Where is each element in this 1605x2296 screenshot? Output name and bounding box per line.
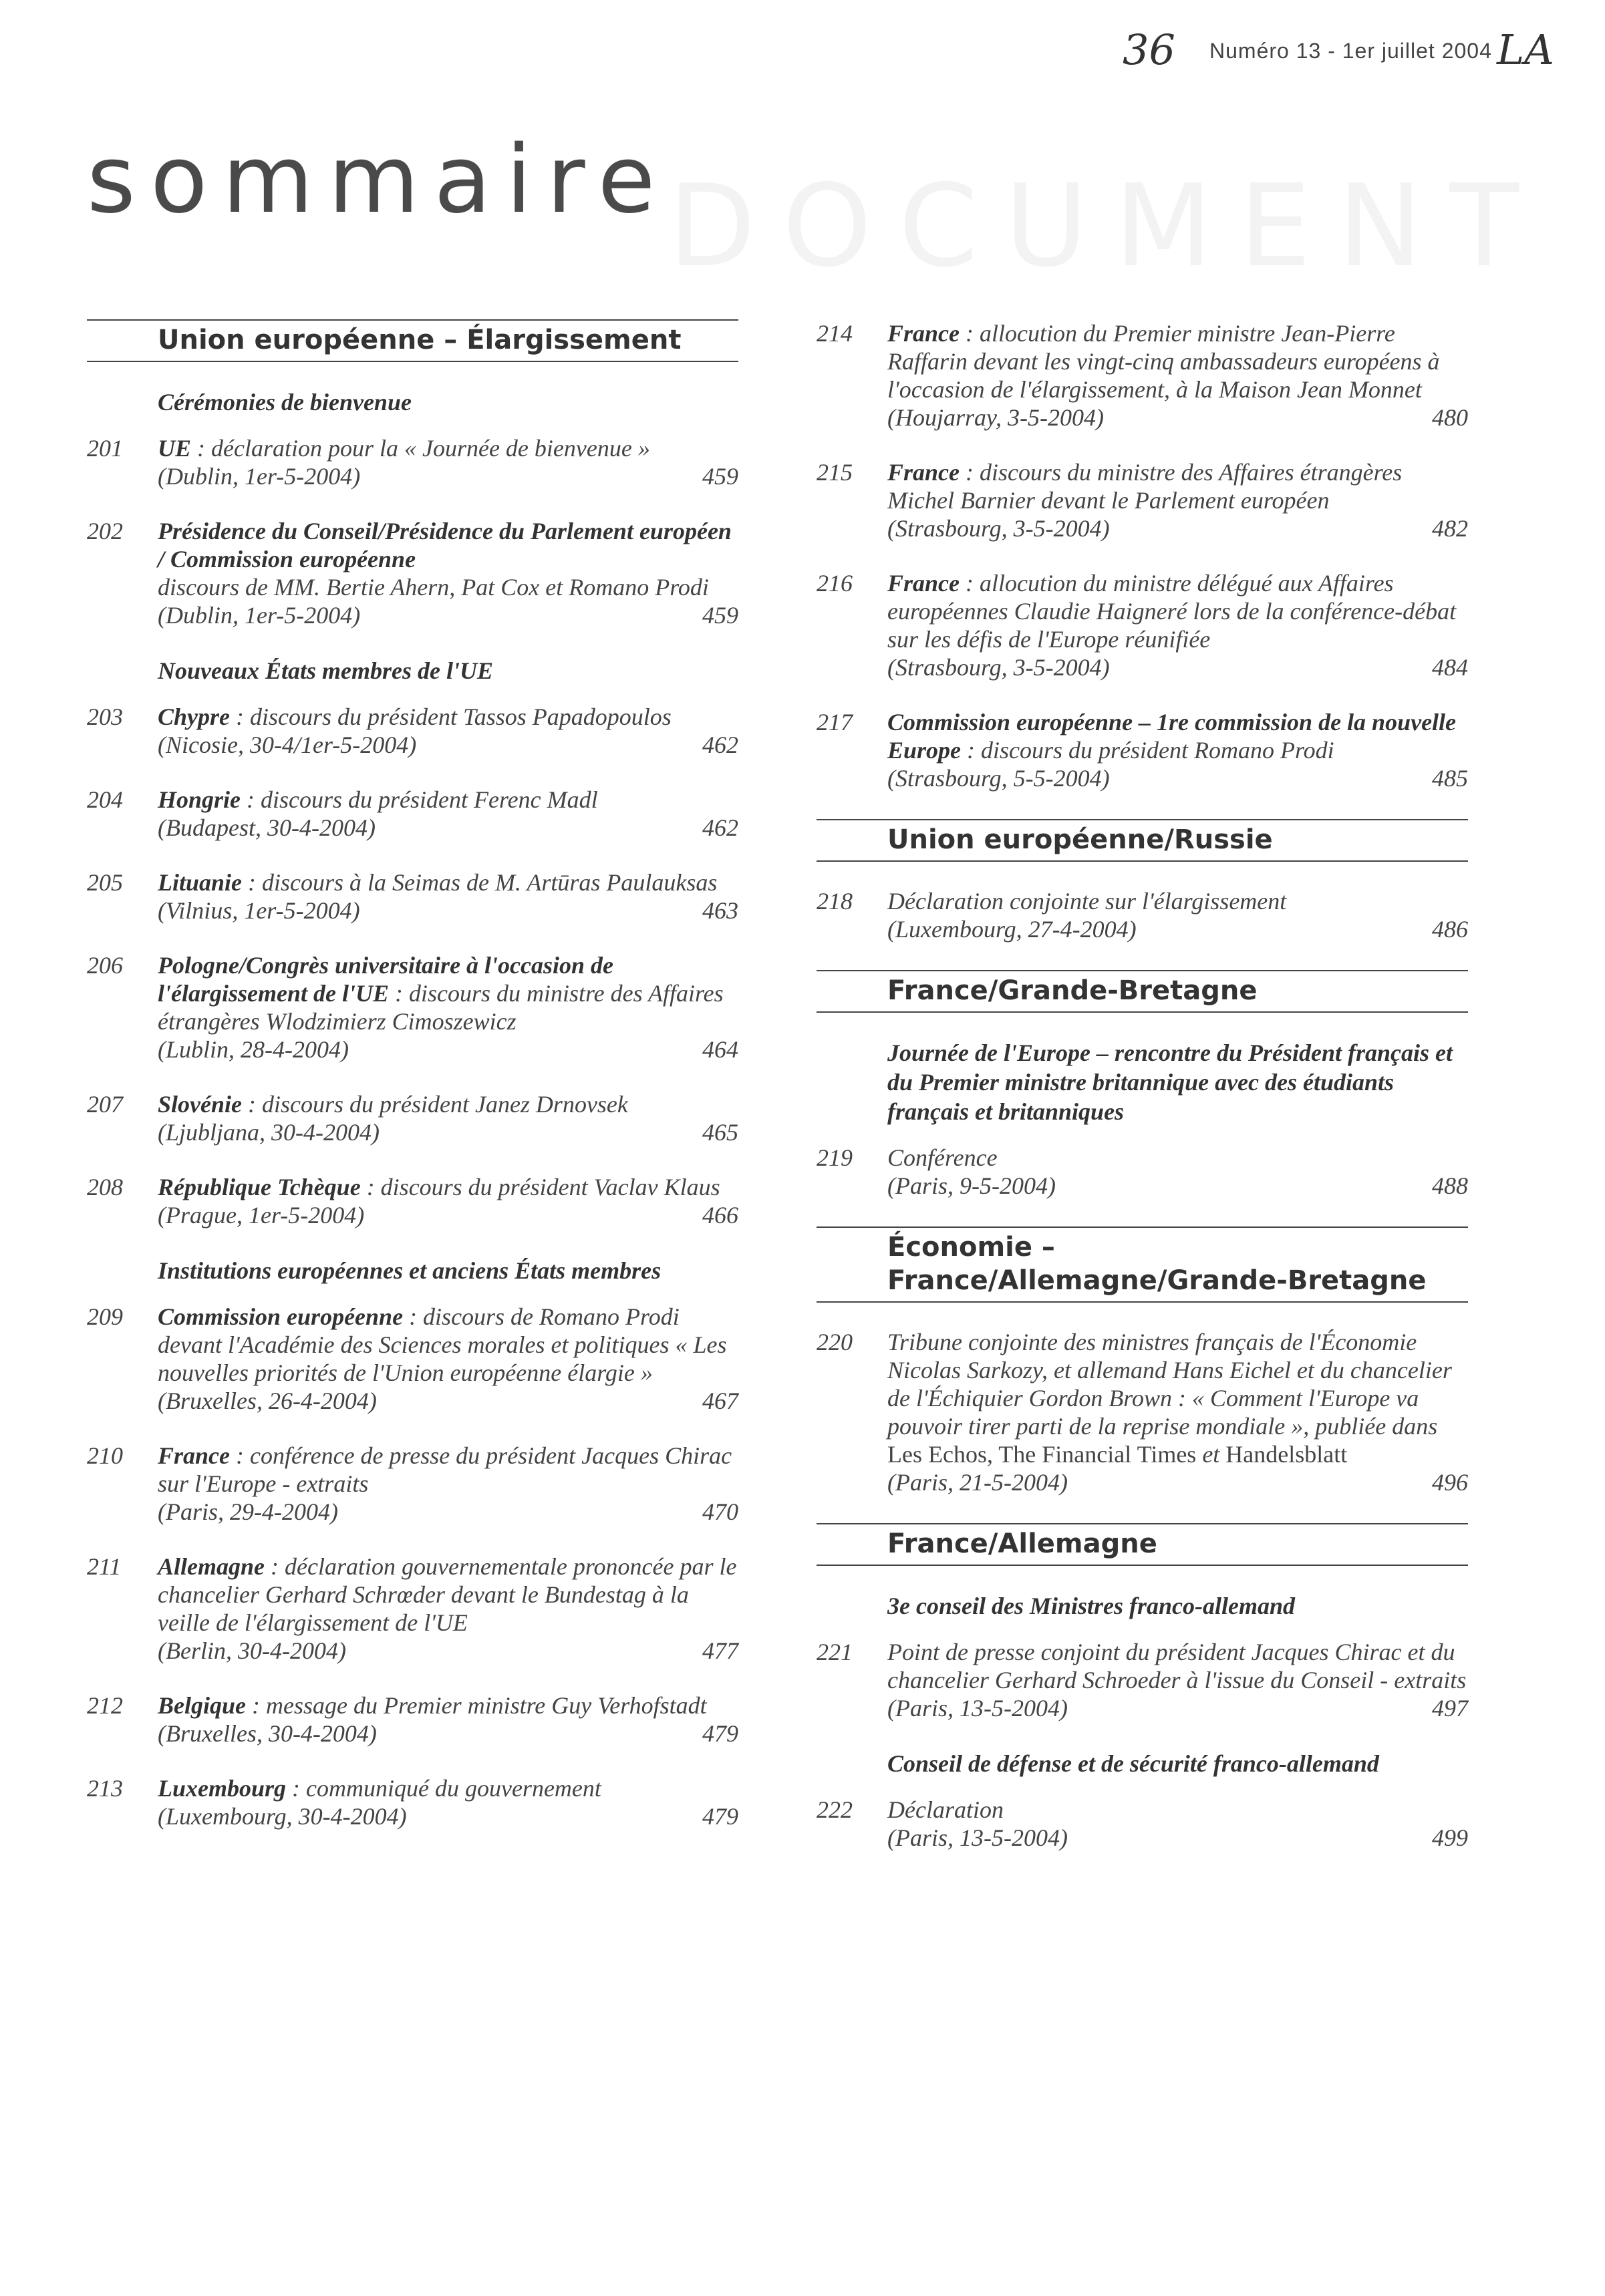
entry-page: 479	[702, 1720, 738, 1747]
entry-text: discours de MM. Bertie Ahern, Pat Cox et Romano Prodi	[158, 574, 709, 601]
entry-number: 202	[87, 518, 123, 544]
section-heading-line: France/Allemagne/Grande-Bretagne	[887, 1265, 1427, 1296]
entry-page: 462	[702, 731, 738, 758]
entry-keyword: France	[887, 320, 960, 347]
entry-number: 216	[817, 570, 853, 597]
entry-number: 214	[817, 320, 853, 347]
entry-keyword: France	[158, 1442, 230, 1469]
entry-page: 463	[702, 897, 738, 924]
entry-number: 217	[817, 709, 853, 735]
entry-number: 215	[817, 459, 853, 486]
entry-text: Tribune conjointe des ministres français de l'Économie Nicolas Sarkozy, et allemand Hans Eichel et du chancelier de l'Échiquier Gordon Brown : « Comment l'Europe va pouvoir tirer parti de la reprise mondiale », publiée dans	[887, 1329, 1452, 1440]
entry-place: (Strasbourg, 5-5-2004)	[887, 765, 1110, 792]
section-heading: France/Grande-Bretagne	[817, 970, 1468, 1013]
entry-keyword: Commission européenne – 1re commission de la nouvelle Europe	[887, 709, 1457, 764]
entry-place: (Houjarray, 3-5-2004)	[887, 404, 1104, 431]
entry-keyword: Commission européenne	[158, 1303, 404, 1330]
entry-text: : discours de Romano Prodi devant l'Académie des Sciences morales et politiques « Les nouvelles priorités de l'Union européenne élargie »	[158, 1303, 727, 1386]
toc-entry[interactable]	[87, 434, 738, 490]
entry-place: (Dublin, 1er-5-2004)	[158, 602, 361, 629]
entry-page: 466	[702, 1202, 738, 1228]
toc-entry[interactable]	[817, 1796, 1468, 1852]
newspaper-names: Les Echos, The Financial Times	[887, 1441, 1197, 1468]
toc-entry[interactable]	[87, 1442, 738, 1526]
entry-text: : discours du président Romano Prodi	[961, 737, 1334, 764]
entry-text: : discours du président Tassos Papadopoulos	[230, 703, 672, 730]
entry-place: (Nicosie, 30-4/1er-5-2004)	[158, 731, 417, 758]
entry-text: Déclaration	[887, 1796, 1004, 1823]
right-column	[817, 319, 1468, 1878]
entry-text: : déclaration gouvernementale prononcée par le chancelier Gerhard Schrœder devant le Bundestag à la veille de l'élargissement de l'UE	[158, 1553, 737, 1636]
toc-entry[interactable]	[817, 1144, 1468, 1200]
handwritten-initials: LA	[1497, 25, 1554, 74]
entry-page: 486	[1432, 916, 1468, 943]
entry-number: 206	[87, 952, 123, 979]
toc-entry[interactable]	[87, 1173, 738, 1229]
entry-page: 496	[1432, 1469, 1468, 1496]
section-heading: Union européenne/Russie	[817, 819, 1468, 862]
entry-place: (Strasbourg, 3-5-2004)	[887, 654, 1110, 681]
entry-text: : déclaration pour la « Journée de bienvenue »	[191, 435, 650, 462]
entry-page: 459	[702, 463, 738, 490]
entry-number: 205	[87, 869, 123, 896]
entry-number: 211	[87, 1553, 122, 1580]
entry-page: 480	[1432, 404, 1468, 431]
entry-number: 212	[87, 1692, 123, 1719]
entry-page: 482	[1432, 515, 1468, 542]
entry-place: (Bruxelles, 30-4-2004)	[158, 1720, 377, 1747]
entry-page: 470	[702, 1498, 738, 1525]
entry-number: 210	[87, 1442, 123, 1469]
toc-entry[interactable]	[87, 1303, 738, 1415]
entry-number: 221	[817, 1639, 853, 1665]
toc-entry[interactable]	[87, 703, 738, 759]
toc-entry[interactable]	[817, 1638, 1468, 1722]
entry-text: : discours du président Janez Drnovsek	[241, 1091, 628, 1118]
entry-page: 477	[702, 1637, 738, 1664]
entry-place: (Dublin, 1er-5-2004)	[158, 463, 361, 490]
subheading: Nouveaux États membres de l'UE	[158, 657, 493, 684]
toc-entry[interactable]	[817, 708, 1468, 792]
toc-entry[interactable]	[817, 887, 1468, 943]
entry-page: 485	[1432, 765, 1468, 792]
entry-text: Conférence	[887, 1144, 998, 1171]
subheading: Cérémonies de bienvenue	[158, 389, 412, 416]
section-heading	[817, 1226, 1468, 1303]
entry-keyword: France	[887, 570, 960, 597]
entry-place: (Paris, 21-5-2004)	[887, 1469, 1068, 1496]
entry-page: 484	[1432, 654, 1468, 681]
entry-keyword: Hongrie	[158, 786, 241, 813]
handwritten-page-number: 36	[1123, 25, 1175, 74]
entry-page: 465	[702, 1119, 738, 1146]
entry-keyword: Belgique	[158, 1692, 246, 1719]
entry-text: Déclaration conjointe sur l'élargissement	[887, 888, 1287, 915]
entry-place: (Berlin, 30-4-2004)	[158, 1637, 346, 1664]
entry-text: : discours du ministre des Affaires étrangères Wlodzimierz Cimoszewicz	[158, 980, 724, 1035]
section-heading: Union européenne – Élargissement	[87, 319, 738, 362]
section-heading: France/Allemagne	[817, 1523, 1468, 1566]
entry-place: (Luxembourg, 27-4-2004)	[887, 916, 1137, 943]
toc-entry[interactable]	[87, 868, 738, 925]
entry-place: (Lublin, 28-4-2004)	[158, 1036, 349, 1063]
entry-keyword: Allemagne	[158, 1553, 265, 1580]
entry-place: (Strasbourg, 3-5-2004)	[887, 515, 1110, 542]
entry-text: Point de presse conjoint du président Jacques Chirac et du chancelier Gerhard Schroeder à l'issue du Conseil - extraits	[887, 1639, 1467, 1693]
entry-place: (Paris, 29-4-2004)	[158, 1498, 338, 1525]
entry-place: (Paris, 13-5-2004)	[887, 1824, 1068, 1851]
entry-place: (Bruxelles, 26-4-2004)	[158, 1387, 377, 1414]
entry-number: 222	[817, 1796, 853, 1823]
conjunction: et	[1196, 1441, 1226, 1468]
toc-entry[interactable]	[87, 1691, 738, 1748]
section-heading-line: Économie –	[887, 1232, 1055, 1263]
entry-place: (Paris, 13-5-2004)	[887, 1695, 1068, 1721]
entry-place: (Prague, 1er-5-2004)	[158, 1202, 365, 1228]
toc-entry[interactable]	[817, 458, 1468, 542]
entry-keyword: Lituanie	[158, 869, 243, 896]
toc-entry[interactable]	[817, 1328, 1468, 1496]
entry-page: 462	[702, 814, 738, 841]
entry-text: : discours du président Ferenc Madl	[241, 786, 598, 813]
entry-text: : communiqué du gouvernement	[286, 1775, 601, 1802]
entry-number: 208	[87, 1174, 123, 1200]
entry-page: 459	[702, 602, 738, 629]
toc-entry[interactable]	[87, 1090, 738, 1146]
entry-number: 220	[817, 1329, 853, 1355]
entry-keyword: République Tchèque	[158, 1174, 361, 1200]
newspaper-name: Handelsblatt	[1225, 1441, 1348, 1468]
entry-number: 219	[817, 1144, 853, 1171]
toc-entry[interactable]	[87, 517, 738, 629]
subheading: Conseil de défense et de sécurité franco-allemand	[887, 1750, 1379, 1777]
entry-page: 499	[1432, 1824, 1468, 1851]
subheading: Journée de l'Europe – rencontre du Président français et du Premier ministre britannique avec des étudiants français et britanniques	[887, 1039, 1453, 1125]
entry-keyword: UE	[158, 435, 192, 462]
entry-keyword: Slovénie	[158, 1091, 242, 1118]
entry-keyword: Présidence du Conseil/Présidence du Parlement européen / Commission européenne	[158, 518, 732, 572]
entry-text: : discours du ministre des Affaires étrangères Michel Barnier devant le Parlement européen	[887, 459, 1403, 514]
entry-number: 204	[87, 786, 123, 813]
entry-page: 467	[702, 1387, 738, 1414]
entry-page: 479	[702, 1803, 738, 1830]
entry-place: (Budapest, 30-4-2004)	[158, 814, 376, 841]
entry-keyword: Chypre	[158, 703, 230, 730]
toc-entry[interactable]	[87, 786, 738, 842]
entry-number: 203	[87, 703, 123, 730]
entry-place: (Paris, 9-5-2004)	[887, 1172, 1056, 1199]
entry-text: : allocution du Premier ministre Jean-Pierre Raffarin devant les vingt-cinq ambassadeurs européens à l'occasion de l'élargissement, à la Maison Jean Monnet	[887, 320, 1440, 403]
subheading: Institutions européennes et anciens États membres	[158, 1257, 662, 1284]
background-watermark: DOCUMENT	[668, 160, 1546, 293]
entry-number: 213	[87, 1775, 123, 1802]
entry-page: 464	[702, 1036, 738, 1063]
entry-page: 488	[1432, 1172, 1468, 1199]
entry-keyword: Pologne/Congrès universitaire à l'occasion de l'élargissement de l'UE	[158, 952, 614, 1007]
entry-text: : discours du président Vaclav Klaus	[360, 1174, 720, 1200]
entry-text: : allocution du ministre délégué aux Affaires européennes Claudie Haigneré lors de la conférence-débat sur les défis de l'Europe réunifiée	[887, 570, 1457, 653]
entry-text: : conférence de presse du président Jacques Chirac sur l'Europe - extraits	[158, 1442, 732, 1497]
entry-text: : message du Premier ministre Guy Verhofstadt	[246, 1692, 707, 1719]
entry-text: : discours à la Seimas de M. Artūras Paulauksas	[242, 869, 718, 896]
entry-number: 209	[87, 1303, 123, 1330]
toc-entry[interactable]	[87, 1552, 738, 1665]
entry-keyword: France	[887, 459, 960, 486]
toc-entry[interactable]	[87, 951, 738, 1063]
issue-label: Numéro 13 - 1er juillet 2004	[1209, 39, 1492, 63]
toc-entry[interactable]	[87, 1774, 738, 1830]
entry-place: (Vilnius, 1er-5-2004)	[158, 897, 360, 924]
subheading: 3e conseil des Ministres franco-allemand	[887, 1593, 1295, 1619]
page-header	[1123, 25, 1577, 79]
entry-keyword: Luxembourg	[158, 1775, 287, 1802]
entry-number: 218	[817, 888, 853, 915]
entry-place: (Ljubljana, 30-4-2004)	[158, 1119, 380, 1146]
toc-entry[interactable]	[817, 569, 1468, 681]
entry-number: 207	[87, 1091, 123, 1118]
left-column	[87, 319, 738, 1857]
entry-page: 497	[1432, 1695, 1468, 1721]
entry-number: 201	[87, 435, 123, 462]
page-title: sommaire	[87, 126, 670, 234]
entry-place: (Luxembourg, 30-4-2004)	[158, 1803, 407, 1830]
toc-entry[interactable]	[817, 319, 1468, 432]
